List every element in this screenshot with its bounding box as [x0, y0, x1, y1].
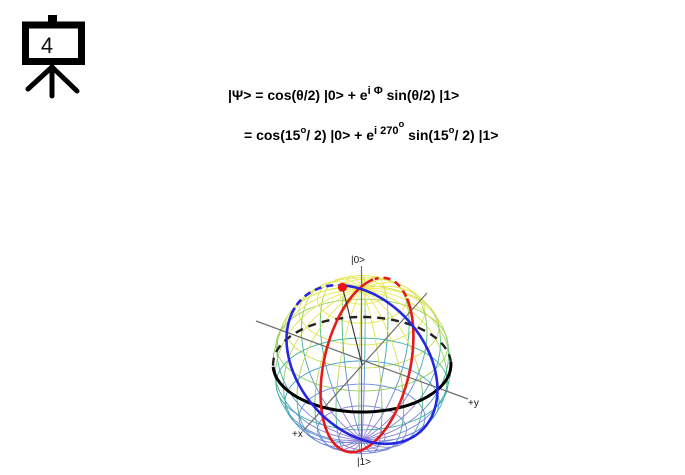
slide-number: 4: [40, 33, 54, 58]
equation-segment: o: [398, 119, 405, 130]
equation-segment: o: [448, 125, 455, 136]
equation-segment: / 2) |0> + e: [306, 127, 374, 143]
equation-segment: o: [300, 125, 307, 136]
equation-segment: sin(θ/2) |1>: [382, 87, 460, 103]
equation-segment: / 2) |1>: [454, 127, 499, 143]
equation-segment: = cos(15: [244, 127, 301, 143]
ket1-axis-label: |1>: [357, 457, 371, 468]
equation-segment: |Ψ> = cos(θ/2) |0> + e: [228, 87, 368, 103]
equation-segment: i 270: [374, 125, 399, 137]
equation-segment: sin(15: [404, 127, 449, 143]
ket0-axis-label: |0>: [351, 255, 365, 266]
state-dot: [338, 283, 347, 292]
plus-x-axis-label: +x: [292, 429, 303, 440]
equation-segment: i Φ: [367, 85, 383, 97]
plus-y-axis-label: +y: [468, 398, 479, 409]
